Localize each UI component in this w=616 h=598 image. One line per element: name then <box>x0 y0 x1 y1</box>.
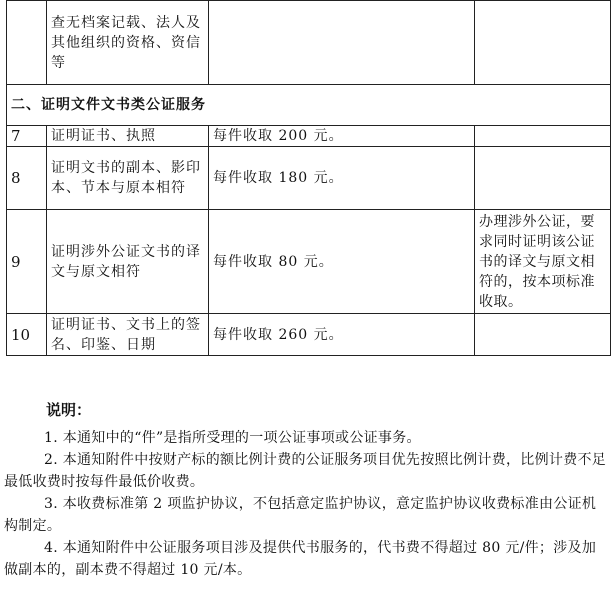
remark <box>475 1 611 85</box>
service-item: 证明文书的副本、影印本、节本与原本相符 <box>47 147 209 210</box>
section-title: 二、证明文件文书类公证服务 <box>7 85 611 126</box>
row-number: 7 <box>7 126 47 147</box>
explanation-item-1: 1. 本通知中的“件”是指所受理的一项公证事项或公证事务。 <box>44 430 421 446</box>
remark <box>475 126 611 147</box>
service-item: 证明证书、文书上的签名、印鉴、日期 <box>47 314 209 356</box>
fee-standard: 每件收取 180 元。 <box>209 147 475 210</box>
table-row <box>7 210 611 314</box>
fee-table <box>6 0 611 356</box>
explanation-title: 说明： <box>46 401 92 419</box>
explanation-item-2: 2. 本通知附件中按财产标的额比例计费的公证服务项目优先按照比例计费，比例计费不足最低收费时按每件最低价收费。 <box>4 452 607 490</box>
fee-standard: 每件收取 80 元。 <box>209 210 475 314</box>
row-number: 10 <box>7 314 47 356</box>
table-row <box>7 314 611 356</box>
row-number <box>7 1 47 85</box>
fee-standard <box>209 1 475 85</box>
table-row <box>7 126 611 147</box>
service-item: 查无档案记载、法人及其他组织的资格、资信等 <box>47 1 209 85</box>
explanation-section <box>4 399 610 581</box>
service-item: 证明涉外公证文书的译文与原文相符 <box>47 210 209 314</box>
explanation-item-4: 4. 本通知附件中公证服务项目涉及提供代书服务的，代书费不得超过 80 元/件；涉及加做副本的，副本费不得超过 10 元/本。 <box>4 540 597 578</box>
remark <box>475 147 611 210</box>
section-row <box>7 85 611 126</box>
remark: 办理涉外公证，要求同时证明该公证书的译文与原文相符的，按本项标准收取。 <box>475 210 611 314</box>
remark <box>475 314 611 356</box>
row-number: 9 <box>7 210 47 314</box>
service-item: 证明证书、执照 <box>47 126 209 147</box>
fee-standard: 每件收取 260 元。 <box>209 314 475 356</box>
explanation-item-3: 3. 本收费标准第 2 项监护协议，不包括意定监护协议，意定监护协议收费标准由公证机构制定。 <box>4 496 597 534</box>
fee-standard: 每件收取 200 元。 <box>209 126 475 147</box>
table-row <box>7 1 611 85</box>
row-number: 8 <box>7 147 47 210</box>
table-row <box>7 147 611 210</box>
